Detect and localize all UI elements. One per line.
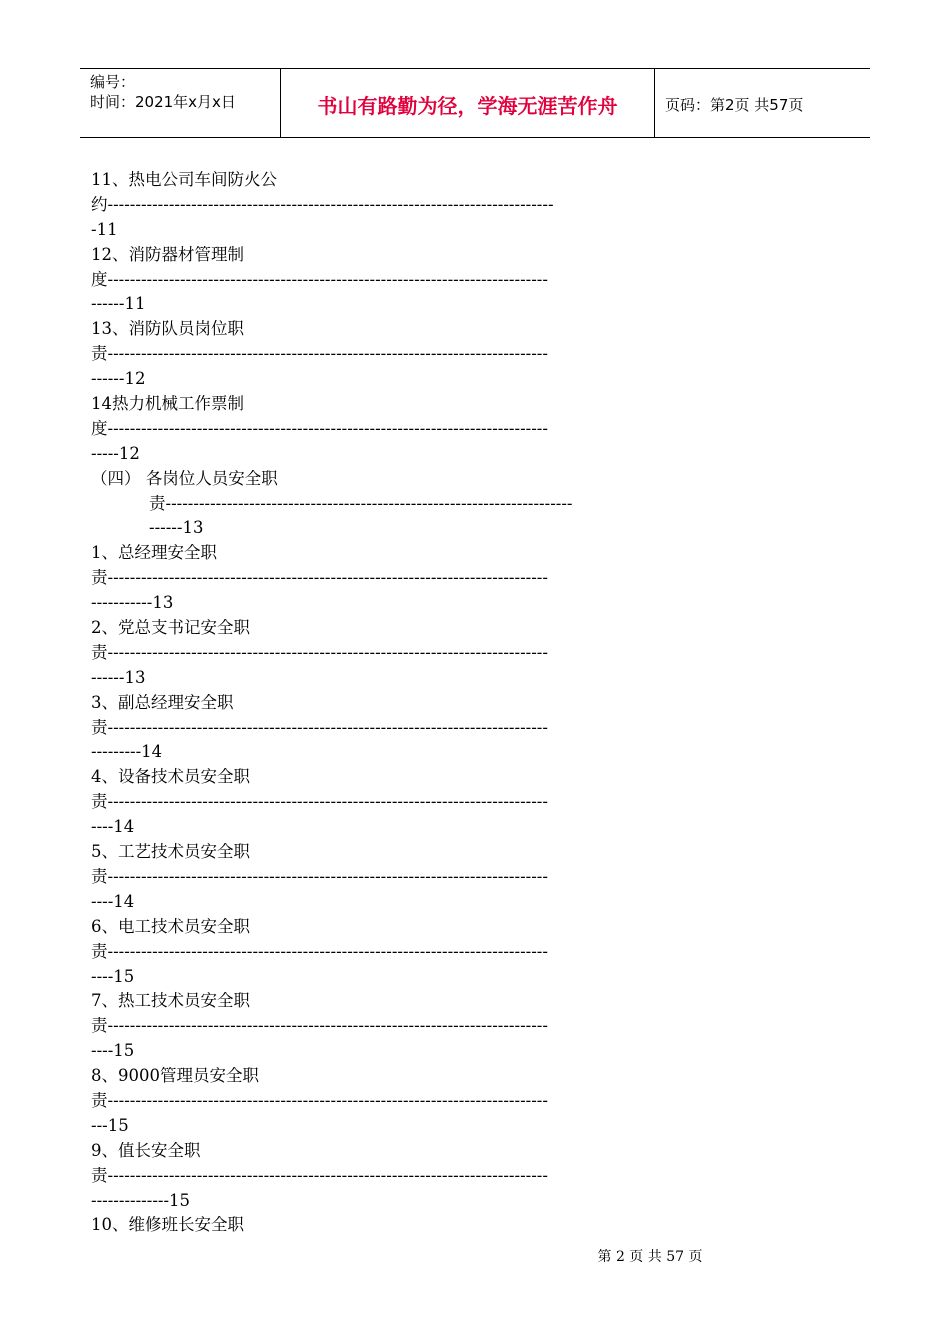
toc-entry-leader: 度------------------------------------------------------------------------------- [91, 269, 548, 289]
toc-entry-leader: 责------------------------------------------------------------------------- [149, 493, 573, 513]
toc-entry-title: 13、消防队员岗位职 [91, 319, 244, 339]
toc-entry-page: ------12 [91, 369, 146, 389]
toc-entry-page: ------13 [149, 518, 204, 538]
toc-entry [91, 541, 861, 616]
toc-entry [91, 467, 861, 542]
toc-entry-leader: 责------------------------------------------------------------------------------- [91, 1165, 548, 1185]
toc-entry-leader: 责------------------------------------------------------------------------------- [91, 717, 548, 737]
toc-entry-page: ------13 [91, 667, 146, 687]
toc-entry-page: ------11 [91, 294, 146, 314]
toc-entry-page: ----14 [91, 891, 135, 911]
toc-entry-title: 12、消防器材管理制 [91, 244, 244, 264]
motto-text: 书山有路勤为径，学海无涯苦作舟 [317, 94, 618, 118]
toc-entry-page: ----15 [91, 1041, 135, 1061]
toc-entry-leader: 度------------------------------------------------------------------------------- [91, 418, 548, 438]
toc-entry-title: 11、热电公司车间防火公 [91, 170, 277, 189]
toc-entry-title: 14热力机械工作票制 [91, 394, 244, 414]
toc-entry-title: 7、热工技术员安全职 [91, 991, 250, 1011]
toc-entry [91, 1064, 861, 1139]
toc-entry [91, 989, 861, 1064]
toc-entry [91, 616, 861, 691]
toc-entry-page: -----12 [91, 443, 140, 463]
toc-entry-page: -----------13 [91, 593, 174, 613]
toc-entry-leader: 约-------------------------------------------------------------------------------- [91, 194, 554, 214]
toc-entry-leader: 责------------------------------------------------------------------------------- [91, 568, 548, 588]
toc-entry-title: 4、设备技术员安全职 [91, 767, 250, 787]
toc-entry-title: 10、维修班长安全职 [91, 1215, 244, 1235]
toc-entry-page: -11 [91, 219, 118, 239]
toc-entry-page: ----15 [91, 966, 135, 986]
toc-entry-leader: 责------------------------------------------------------------------------------- [91, 1016, 548, 1036]
toc-entry [91, 915, 861, 990]
toc-entry-title: （四） 各岗位人员安全职 [91, 468, 278, 488]
page-number-label: 页码：第2页 共57页 [665, 96, 804, 114]
toc-entry [91, 1213, 861, 1238]
number-label: 编号： [90, 73, 136, 91]
header-motto-cell [281, 69, 655, 137]
toc-entry-title: 2、党总支书记安全职 [91, 618, 250, 638]
toc-entry-leader: 责------------------------------------------------------------------------------- [91, 866, 548, 886]
header-page-cell [655, 69, 870, 137]
toc-entry [91, 243, 861, 318]
toc-entry [91, 1139, 861, 1214]
toc-entry-page: ----14 [91, 817, 135, 837]
toc-entry [91, 317, 861, 392]
toc-entry [91, 691, 861, 766]
toc-entry-page: --------------15 [91, 1190, 191, 1210]
toc-entry-title: 3、副总经理安全职 [91, 692, 234, 712]
header-info-cell [80, 69, 281, 137]
toc-entry [91, 168, 861, 243]
toc-entry-page: ---15 [91, 1115, 129, 1135]
header-table [80, 68, 870, 138]
toc-entry-page: ---------14 [91, 742, 163, 762]
toc-entry-title: 8、9000管理员安全职 [91, 1066, 259, 1086]
date-label: 时间：2021年x月x日 [90, 93, 236, 111]
toc-entry-title: 1、总经理安全职 [91, 543, 217, 563]
table-of-contents [91, 168, 861, 1238]
toc-entry-title: 6、电工技术员安全职 [91, 916, 250, 936]
toc-entry [91, 765, 861, 840]
toc-entry-leader: 责------------------------------------------------------------------------------- [91, 792, 548, 812]
toc-entry-leader: 责------------------------------------------------------------------------------- [91, 941, 548, 961]
footer-page-number: 第 2 页 共 57 页 [597, 1249, 703, 1265]
page-footer [0, 1246, 950, 1266]
toc-entry-leader: 责------------------------------------------------------------------------------- [91, 1090, 548, 1110]
toc-entry-leader: 责------------------------------------------------------------------------------- [91, 642, 548, 662]
toc-entry-title: 9、值长安全职 [91, 1140, 201, 1160]
toc-entry-title: 5、工艺技术员安全职 [91, 842, 250, 862]
toc-entry [91, 840, 861, 915]
toc-entry [91, 392, 861, 467]
toc-entry-leader: 责------------------------------------------------------------------------------- [91, 344, 548, 364]
